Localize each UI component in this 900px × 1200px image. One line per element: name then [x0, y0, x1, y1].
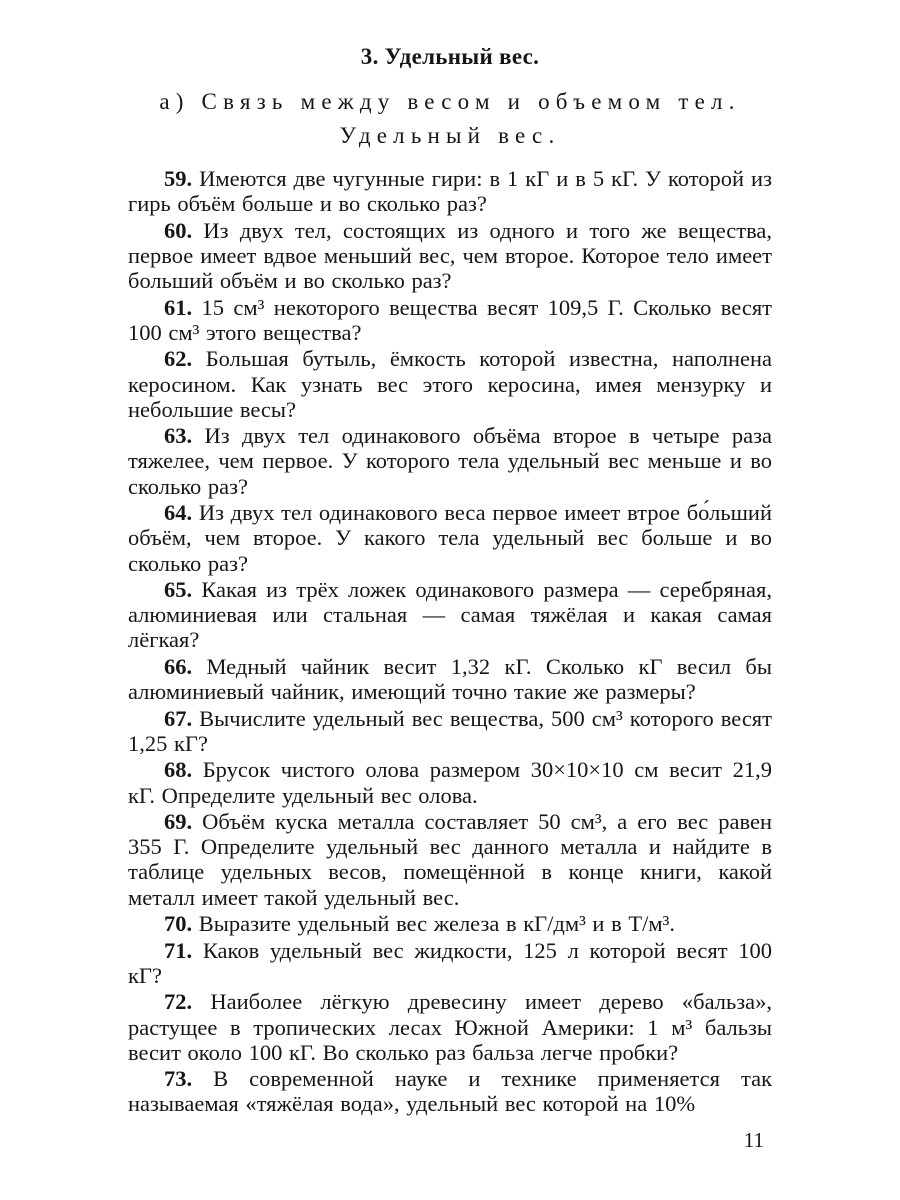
problem-70	[128, 911, 772, 936]
problem-text: 15 см³ некоторого вещества весят 109,5 Г. Сколько весят 100 см³ этого вещества?	[128, 294, 773, 345]
problem-number: 61.	[164, 294, 193, 320]
problem-number: 72.	[164, 989, 193, 1015]
problem-number: 65.	[164, 577, 193, 603]
problem-67	[128, 706, 772, 756]
problem-69	[128, 809, 772, 910]
problem-72	[128, 989, 772, 1065]
subsection-title-line-2: Удельный вес.	[339, 123, 561, 148]
problem-71	[128, 938, 772, 988]
problem-62	[128, 346, 772, 422]
problem-number: 63.	[164, 423, 193, 449]
problem-text: Из двух тел одинакового веса первое имеет втрое бо́льший объём, чем второе. У какого тела удельный вес больше и во сколько раз?	[128, 500, 772, 576]
problem-number: 71.	[164, 937, 193, 963]
problem-number: 66.	[164, 653, 193, 679]
problem-number: 73.	[164, 1066, 193, 1092]
problem-text: Из двух тел одинакового объёма второе в четыре раза тяжелее, чем первое. У которого тела удельный вес меньше и во сколько раз?	[128, 423, 773, 499]
problem-61	[128, 295, 772, 345]
problem-73	[128, 1066, 772, 1116]
problem-text: Из двух тел, состоящих из одного и того же вещества, первое имеет вдвое меньший вес, чем второе. Которое тело имеет больший объём и во сколько раз?	[128, 217, 773, 294]
problem-text: В современной науке и технике применяется так называемая «тяжёлая вода», удельный вес которой на 10%	[128, 1066, 773, 1117]
problem-number: 64.	[164, 500, 193, 526]
problem-number: 68.	[164, 757, 193, 783]
page-number: 11	[743, 1128, 764, 1152]
problem-number: 69.	[164, 809, 193, 835]
book-page	[128, 0, 772, 1200]
problem-text: Какая из трёх ложек одинакового размера — серебряная, алюминиевая или стальная — самая тяжёлая и какая самая лёгкая?	[128, 577, 773, 653]
section-title: 3. Удельный вес.	[360, 44, 540, 69]
problem-text: Имеются две чугунные гири: в 1 кГ и в 5 кГ. У которой из гирь объём больше и во сколько раз?	[128, 166, 772, 217]
subsection-title-line-1: а) Связь между весом и объемом тел.	[159, 89, 741, 114]
problem-text: Каков удельный вес жидкости, 125 л которой весят 100 кГ?	[128, 937, 773, 988]
problem-text: Большая бутыль, ёмкость которой известна, наполнена керосином. Как узнать вес этого керосина, имея мензурку и небольшие весы?	[128, 346, 772, 422]
problem-text: Объём куска металла составляет 50 см³, а его вес равен 355 Г. Определите удельный вес данного металла и найдите в таблице удельных весов, помещённой в конце книги, какой металл имеет такой удельный вес.	[128, 809, 772, 910]
problem-59	[128, 166, 772, 216]
problem-64	[128, 500, 772, 576]
problem-number: 70.	[164, 911, 193, 937]
problem-66	[128, 654, 772, 704]
problem-number: 60.	[164, 217, 193, 243]
problem-list	[128, 166, 772, 1118]
problem-number: 62.	[164, 346, 193, 372]
problem-text: Наиболее лёгкую древесину имеет дерево «бальза», растущее в тропических лесах Южной Америки: 1 м³ бальзы весит около 100 кГ. Во сколько раз бальза легче пробки?	[128, 989, 773, 1065]
problem-60	[128, 218, 772, 294]
problem-text: Брусок чистого олова размером 30×10×10 см весит 21,9 кГ. Определите удельный вес олова.	[128, 757, 772, 808]
problem-text: Вычислите удельный вес вещества, 500 см³ которого весят 1,25 кГ?	[128, 705, 772, 756]
problem-number: 59.	[164, 166, 193, 191]
problem-63	[128, 423, 772, 499]
problem-number: 67.	[164, 705, 193, 731]
problem-65	[128, 577, 772, 653]
problem-68	[128, 757, 772, 807]
problem-text: Медный чайник весит 1,32 кГ. Сколько кГ весил бы алюминиевый чайник, имеющий точно такие же размеры?	[128, 653, 772, 705]
problem-text: Выразите удельный вес железа в кГ/дм³ и в Т/м³.	[198, 911, 675, 937]
